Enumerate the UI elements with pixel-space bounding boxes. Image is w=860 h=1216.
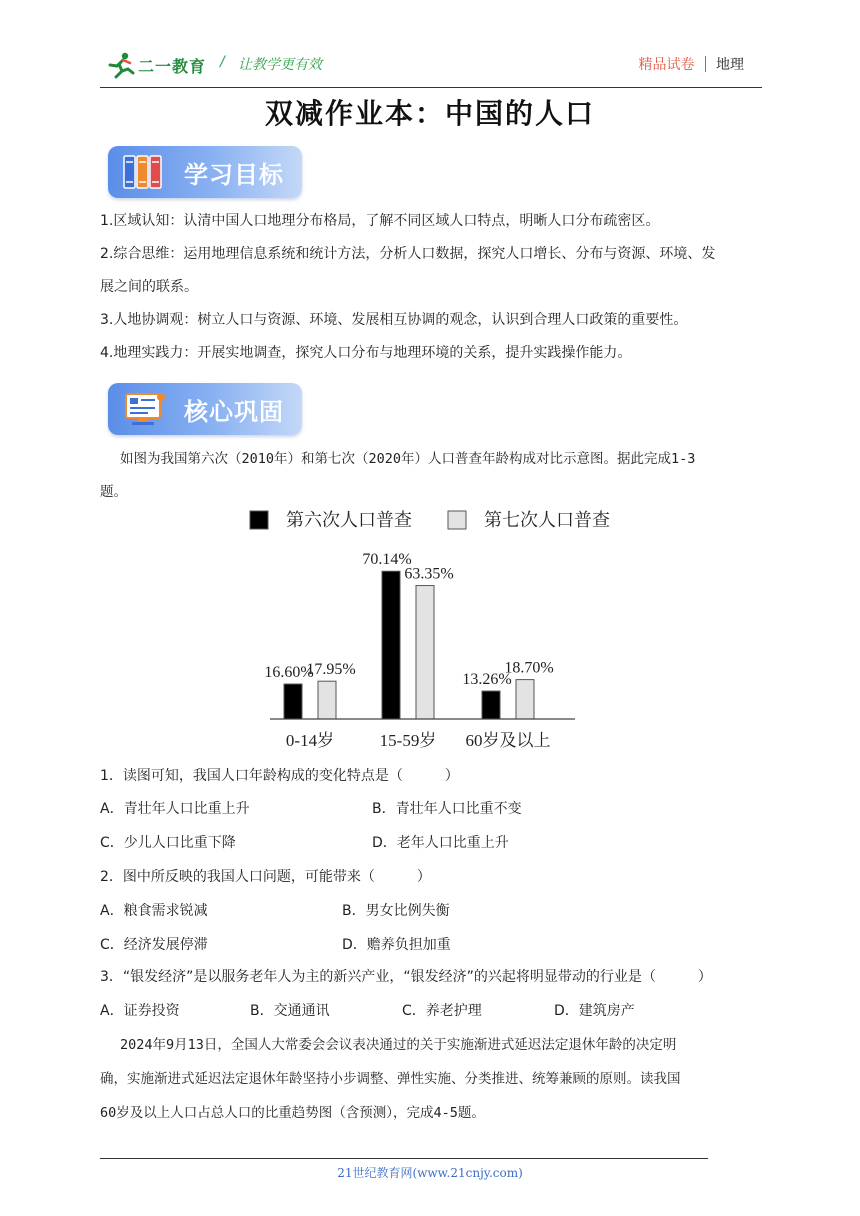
answer-option[interactable]: A．粮食需求锐减 — [100, 903, 208, 919]
page-header — [100, 48, 762, 88]
data-label: 70.14% — [362, 551, 412, 569]
answer-option[interactable]: D．建筑房产 — [554, 1003, 635, 1019]
answer-option[interactable]: A．青壮年人口比重上升 — [100, 801, 250, 817]
data-label: 63.35% — [404, 565, 454, 583]
legend-swatch — [250, 511, 268, 529]
footer-source: 21世纪教育网(www.21cnjy.com) — [337, 1166, 523, 1180]
answer-option[interactable]: D．老年人口比重上升 — [372, 835, 509, 851]
legend-swatch — [448, 511, 466, 529]
x-tick-label: 15-59岁 — [379, 731, 437, 750]
chart-bar — [284, 684, 302, 719]
chart-bar — [318, 681, 336, 719]
header-tags — [639, 54, 745, 74]
logo-text: 二一教育 — [138, 56, 207, 76]
section-banner-core-review — [108, 383, 302, 435]
data-label: 13.26% — [462, 671, 512, 689]
chart-bar — [382, 571, 400, 719]
goal-item: 1.区域认知：认清中国人口地理分布格局，了解不同区域人口特点，明晰人口分布疏密区。 — [100, 213, 660, 229]
chart-bar — [516, 680, 534, 719]
header-divider — [705, 56, 707, 72]
question-stem: 2．图中所反映的我国人口问题，可能带来（ ） — [100, 869, 431, 885]
goal-item: 展之间的联系。 — [100, 279, 198, 295]
answer-option[interactable]: A．证券投资 — [100, 1003, 180, 1019]
goal-item: 3.人地协调观：树立人口与资源、环境、发展相互协调的观念，认识到合理人口政策的重要性。 — [100, 312, 688, 328]
banner-label: 学习目标 — [184, 160, 284, 189]
chart-bar — [416, 586, 434, 719]
chart-bar — [482, 691, 500, 719]
intro-line: 如图为我国第六次（2010年）和第七次（2020年）人口普查年龄构成对比示意图。据此完成1-3 — [120, 451, 696, 467]
slogan-separator: / — [220, 54, 225, 70]
answer-option[interactable]: B．青壮年人口比重不变 — [372, 801, 522, 817]
passage-line: 2024年9月13日，全国人大常委会会议表决通过的关于实施渐进式延迟法定退休年龄的决定明 — [120, 1037, 677, 1053]
question-stem: 1．读图可知，我国人口年龄构成的变化特点是（ ） — [100, 768, 459, 784]
legend-label: 第七次人口普查 — [484, 510, 610, 530]
quality-tag: 精品试卷 — [638, 57, 695, 73]
question-stem: 3．“银发经济”是以服务老年人为主的新兴产业，“银发经济”的兴起将明显带动的行业是（ ） — [100, 969, 712, 985]
subject-tag: 地理 — [716, 57, 744, 73]
monitor-icon — [120, 389, 168, 429]
page-title: 双减作业本：中国的人口 — [264, 97, 595, 130]
intro-line: 题。 — [100, 484, 127, 500]
books-icon — [120, 152, 168, 192]
answer-option[interactable]: B．男女比例失衡 — [342, 903, 450, 919]
legend-label: 第六次人口普查 — [286, 510, 412, 530]
learning-goals — [100, 205, 762, 370]
answer-option[interactable]: B．交通通讯 — [250, 1003, 330, 1019]
data-label: 18.70% — [504, 659, 554, 677]
passage-line: 确，实施渐进式延迟法定退休年龄坚持小步调整、弹性实施、分类推进、统筹兼顾的原则。读我国 — [100, 1071, 681, 1087]
answer-option[interactable]: C．养老护理 — [402, 1003, 482, 1019]
passage — [100, 1028, 762, 1130]
footer-divider — [100, 1158, 708, 1159]
answer-option[interactable]: C．少儿人口比重下降 — [100, 835, 236, 851]
data-label: 17.95% — [306, 661, 356, 679]
runner-icon — [106, 51, 136, 79]
section-banner-learning-goals — [108, 146, 302, 198]
answer-option[interactable]: D．赡养负担加重 — [342, 937, 451, 953]
population-age-chart — [240, 500, 640, 760]
goal-item: 4.地理实践力：开展实地调查，探究人口分布与地理环境的关系，提升实践操作能力。 — [100, 345, 632, 361]
banner-label: 核心巩固 — [184, 397, 284, 426]
data-label: 16.60% — [264, 664, 314, 682]
x-tick-label: 0-14岁 — [285, 731, 335, 750]
slogan: 让教学更有效 — [238, 57, 322, 73]
logo — [106, 50, 206, 80]
x-tick-label: 60岁及以上 — [465, 731, 551, 750]
answer-option[interactable]: C．经济发展停滞 — [100, 937, 208, 953]
goal-item: 2.综合思维：运用地理信息系统和统计方法，分析人口数据，探究人口增长、分布与资源、环境、发 — [100, 246, 716, 262]
passage-line: 60岁及以上人口占总人口的比重趋势图（含预测），完成4-5题。 — [100, 1105, 485, 1121]
